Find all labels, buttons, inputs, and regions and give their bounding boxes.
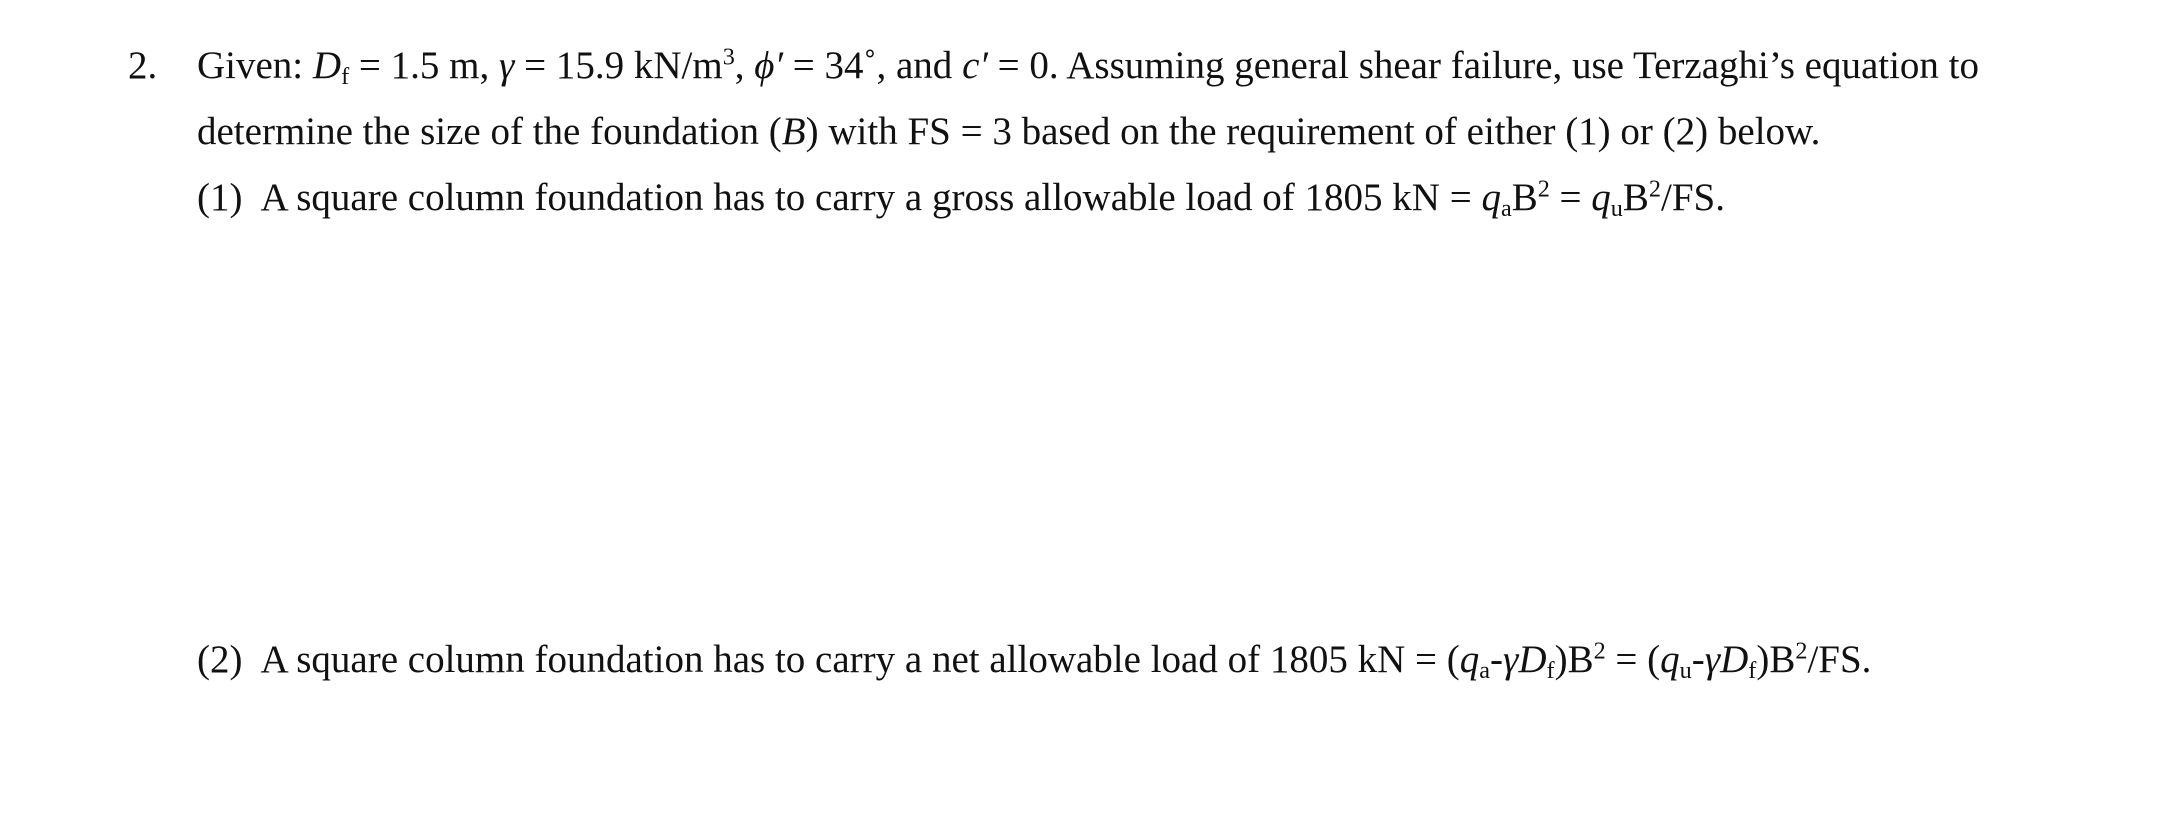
symbol-b: B [1622, 176, 1649, 219]
superscript-2: 2 [1648, 175, 1661, 203]
symbol-q: q [1660, 638, 1680, 681]
df-value: = 1.5 m, [349, 44, 499, 87]
minus-sign: - [1691, 638, 1705, 681]
symbol-b: B [781, 110, 806, 153]
formula-tail: /FS. [1661, 176, 1725, 219]
subscript-f: f [341, 63, 350, 91]
gamma-value: = 15.9 kN/m [514, 44, 723, 87]
equals-sign: = ( [1605, 638, 1661, 681]
symbol-d: D [312, 44, 342, 87]
symbol-gamma: γ [1502, 638, 1519, 681]
superscript-2: 2 [1593, 637, 1606, 665]
symbol-q: q [1459, 638, 1480, 681]
equals-sign: = [1549, 176, 1592, 219]
symbol-d: D [1518, 638, 1547, 681]
requirement-2-text: A square column foundation has to carry a net allowable load of 1805 kN = ( [260, 638, 1460, 681]
separator: , [734, 44, 755, 87]
symbol-d: D [1720, 638, 1749, 681]
symbol-q: q [1481, 176, 1501, 219]
subscript-u: u [1610, 195, 1623, 223]
close-paren-b: )B [1554, 638, 1594, 681]
requirement-2-label: (2) [197, 638, 243, 681]
requirement-1-label: (1) [197, 176, 243, 219]
statement-text-a: determine the size of the foundation ( [197, 110, 782, 153]
formula-tail: /FS. [1807, 638, 1872, 681]
superscript-2: 2 [1537, 175, 1550, 203]
statement-text-b: ) with FS = 3 based on the requirement of either (1) or (2) below. [805, 110, 1821, 153]
requirement-2 [197, 636, 1871, 684]
problem-number: 2. [128, 44, 158, 87]
close-paren-b: )B [1756, 638, 1796, 681]
superscript-2: 2 [1795, 637, 1808, 665]
subscript-a: a [1479, 657, 1490, 685]
problem-statement-line-2 [197, 108, 1820, 156]
given-label: Given: [197, 44, 313, 87]
phi-value: = 34˚, and [783, 44, 963, 87]
subscript-f: f [1546, 657, 1555, 685]
problem-statement-line-1 [197, 42, 1979, 90]
requirement-1-text: A square column foundation has to carry a gross allowable load of 1805 kN = [260, 176, 1482, 219]
symbol-gamma: γ [498, 44, 515, 87]
statement-rest: = 0. Assuming general shear failure, use Terzaghi’s equation to [987, 44, 1980, 87]
symbol-c: c′ [962, 44, 988, 87]
superscript-3: 3 [722, 43, 735, 71]
symbol-b: B [1511, 176, 1538, 219]
requirement-1 [197, 174, 1725, 222]
symbol-phi: ϕ′ [754, 44, 784, 87]
symbol-q: q [1591, 176, 1611, 219]
subscript-a: a [1500, 195, 1512, 223]
subscript-f: f [1748, 657, 1757, 685]
subscript-u: u [1679, 657, 1692, 685]
symbol-gamma: γ [1704, 638, 1721, 681]
minus-sign: - [1489, 638, 1503, 681]
